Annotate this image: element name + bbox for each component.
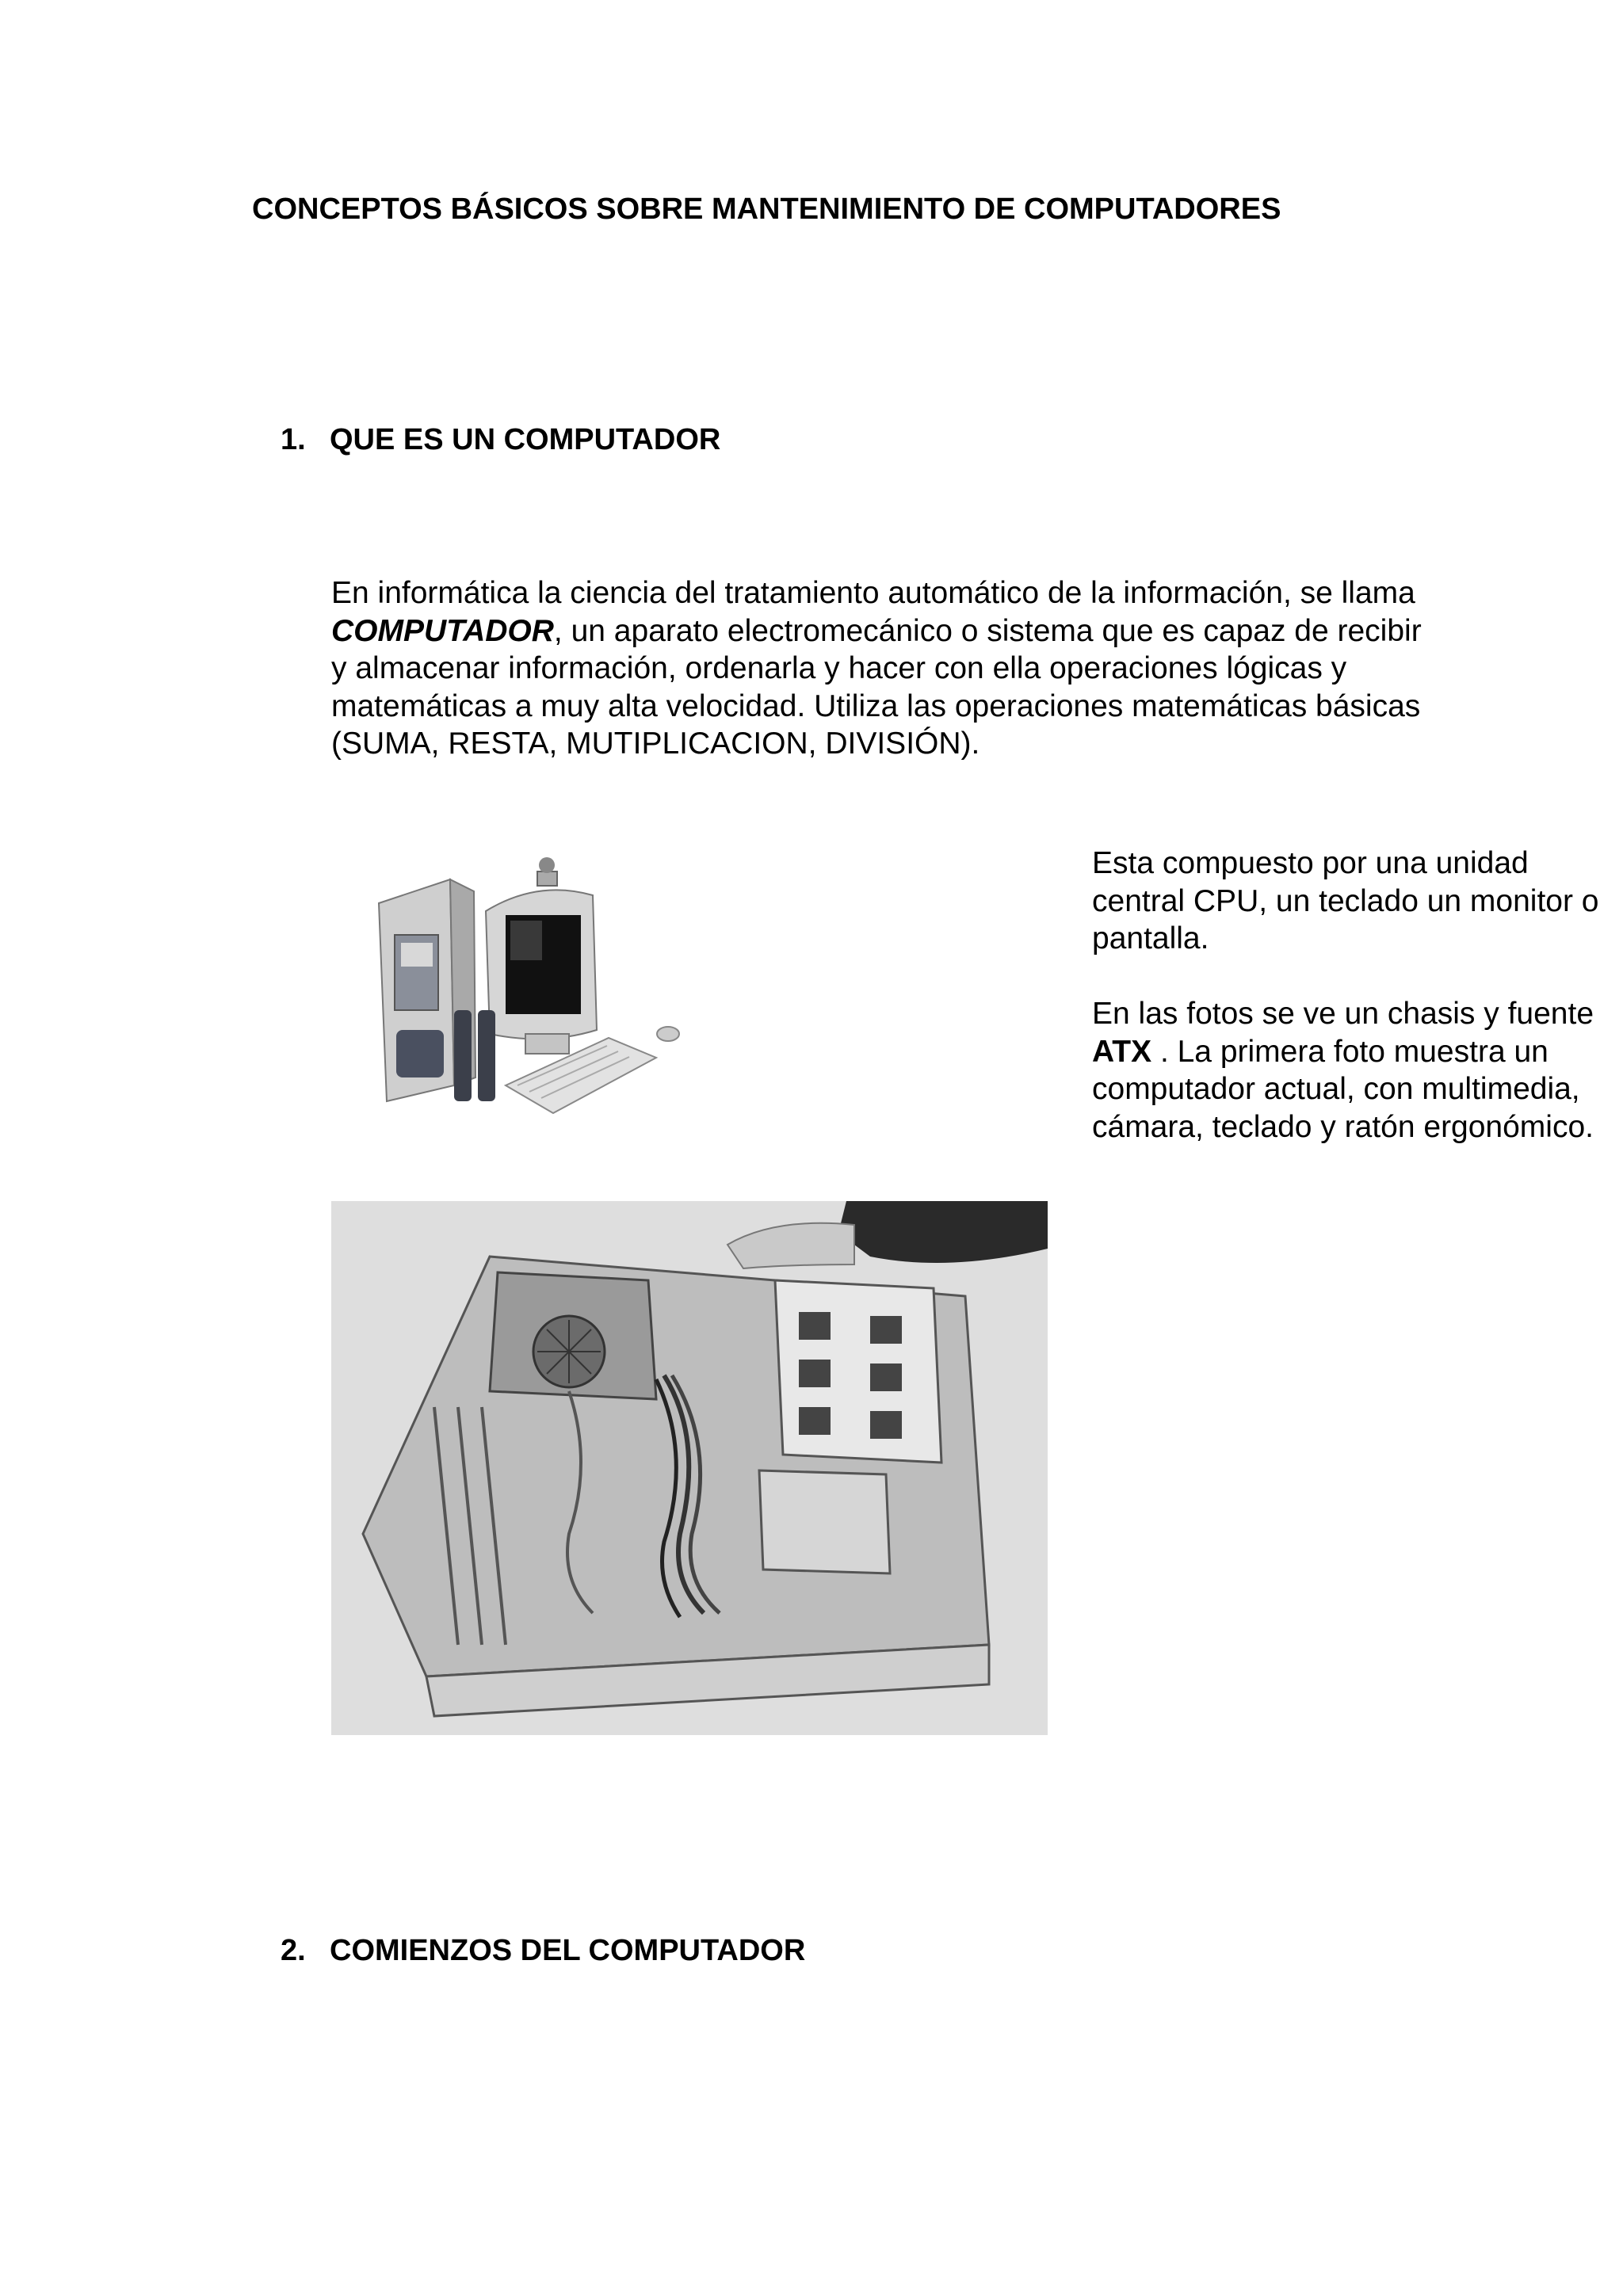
section-heading-1 bbox=[281, 423, 720, 457]
section-number: 2. bbox=[281, 1934, 306, 1967]
intro-emphasis: COMPUTADOR bbox=[331, 613, 554, 648]
intro-text-part2: , un aparato electromecánico o sistema que es capaz de recibir y almacenar información, ordenarla y hacer con ella operaciones lógicas y matemáticas a muy alta velocidad. Utiliza las operaciones matemáticas básicas (SUMA, RESTA, MUTIPLICACION, DIVISIÓN). bbox=[331, 613, 1422, 761]
section-heading-2 bbox=[281, 1934, 805, 1968]
atx-term: ATX bbox=[1092, 1034, 1152, 1069]
side-paragraph-2-text-end: . La primera foto muestra un computador actual, con multimedia, cámara, teclado y ratón ergonómico. bbox=[1092, 1034, 1594, 1144]
side-paragraph-2-text-start: En las fotos se ve un chasis y fuente bbox=[1092, 997, 1594, 1031]
intro-paragraph bbox=[331, 574, 1425, 763]
atx-chassis-photo bbox=[331, 1201, 1048, 1735]
intro-text-part1: En informática la ciencia del tratamiento automático de la información, se llama bbox=[331, 576, 1415, 610]
document-title: CONCEPTOS BÁSICOS SOBRE MANTENIMIENTO DE COMPUTADORES bbox=[252, 193, 1281, 226]
side-description bbox=[1092, 845, 1615, 1184]
section-title: COMIENZOS DEL COMPUTADOR bbox=[330, 1934, 806, 1967]
section-number: 1. bbox=[281, 423, 306, 456]
section-title: QUE ES UN COMPUTADOR bbox=[330, 423, 721, 456]
side-paragraph-2 bbox=[1092, 995, 1615, 1146]
desktop-computer-photo bbox=[355, 848, 696, 1125]
side-paragraph-1: Esta compuesto por una unidad central CPU, un teclado un monitor o pantalla. bbox=[1092, 846, 1599, 955]
